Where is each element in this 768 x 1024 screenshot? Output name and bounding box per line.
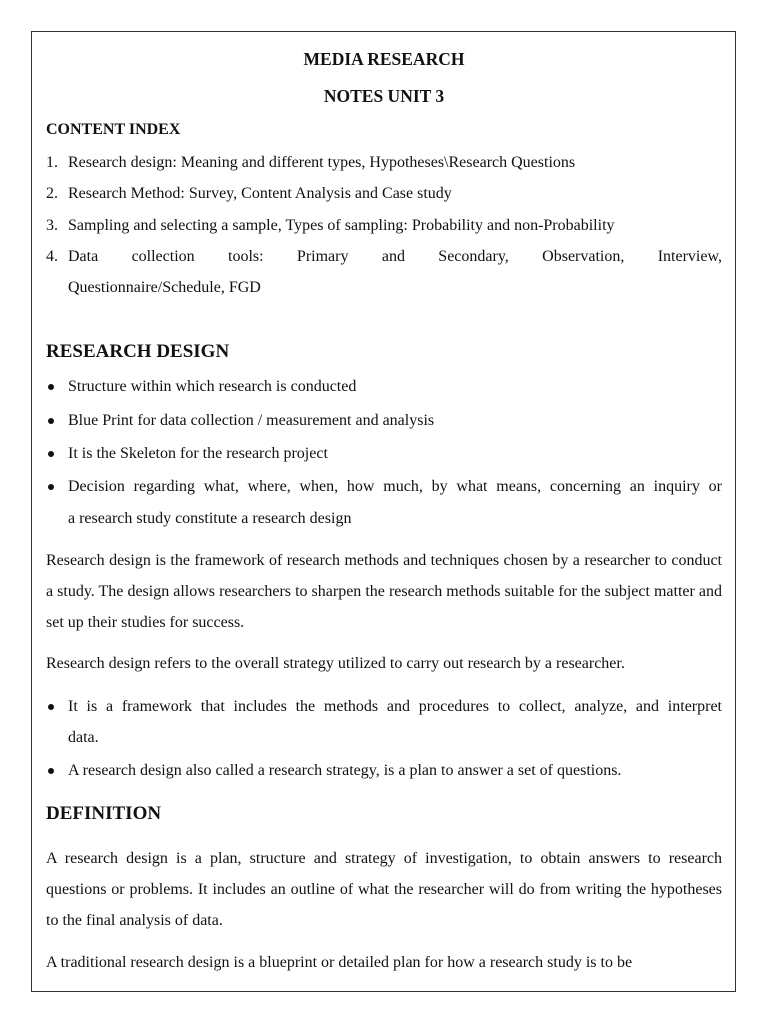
bullet-item: Structure within which research is conducted [68, 378, 357, 395]
bullet-item-continuation: data. [68, 729, 99, 746]
list-item: Research design: Meaning and different types, Hypotheses\Research Questions [68, 154, 576, 171]
definition-heading: DEFINITION [46, 803, 162, 824]
paragraph: A traditional research design is a blueprint or detailed plan for how a research study is to be [46, 954, 633, 971]
list-item-number: 2. [46, 185, 58, 202]
bullet-dot [48, 484, 54, 490]
paragraph: Research design refers to the overall strategy utilized to carry out research by a researcher. [46, 655, 625, 672]
paragraph: A research design is a plan, structure and strategy of investigation, to obtain answers to research questions or problems. It includes an outline of what the researcher will do from writing the hypotheses to the final analysis of data. [46, 850, 722, 929]
bullet-item: It is the Skeleton for the research project [68, 445, 328, 462]
list-item: Research Method: Survey, Content Analysis and Case study [68, 185, 452, 202]
bullet-dot [48, 384, 54, 390]
list-item-number: 1. [46, 154, 58, 171]
bullet-dot [48, 768, 54, 774]
bullet-item: Blue Print for data collection / measurement and analysis [68, 412, 435, 429]
list-item: Sampling and selecting a sample, Types of sampling: Probability and non-Probability [68, 217, 615, 234]
content-index-heading: CONTENT INDEX [46, 121, 181, 138]
list-item-number: 3. [46, 217, 58, 234]
bullet-item: A research design also called a research strategy, is a plan to answer a set of questions. [68, 762, 622, 779]
paragraph: Research design is the framework of research methods and techniques chosen by a researcher to conduct a study. The design allows researchers to sharpen the research methods suitable for the subject matter and set up their studies for success. [46, 552, 722, 631]
list-item: Data collection tools: Primary and Secondary, Observation, Interview, [68, 248, 722, 265]
bullet-dot [48, 451, 54, 457]
bullet-dot [48, 418, 54, 424]
bullet-item: It is a framework that includes the methods and procedures to collect, analyze, and interpret [68, 698, 722, 715]
document-title: MEDIA RESEARCH [303, 49, 465, 69]
bullet-item-continuation: a research study constitute a research design [68, 510, 352, 527]
list-item-continuation: Questionnaire/Schedule, FGD [68, 279, 261, 296]
bullet-item: Decision regarding what, where, when, how much, by what means, concerning an inquiry or [68, 478, 722, 495]
document-subtitle: NOTES UNIT 3 [323, 86, 445, 106]
bullet-dot [48, 704, 54, 710]
list-item-number: 4. [46, 248, 58, 265]
document-page [31, 31, 736, 992]
research-design-heading: RESEARCH DESIGN [46, 341, 230, 362]
